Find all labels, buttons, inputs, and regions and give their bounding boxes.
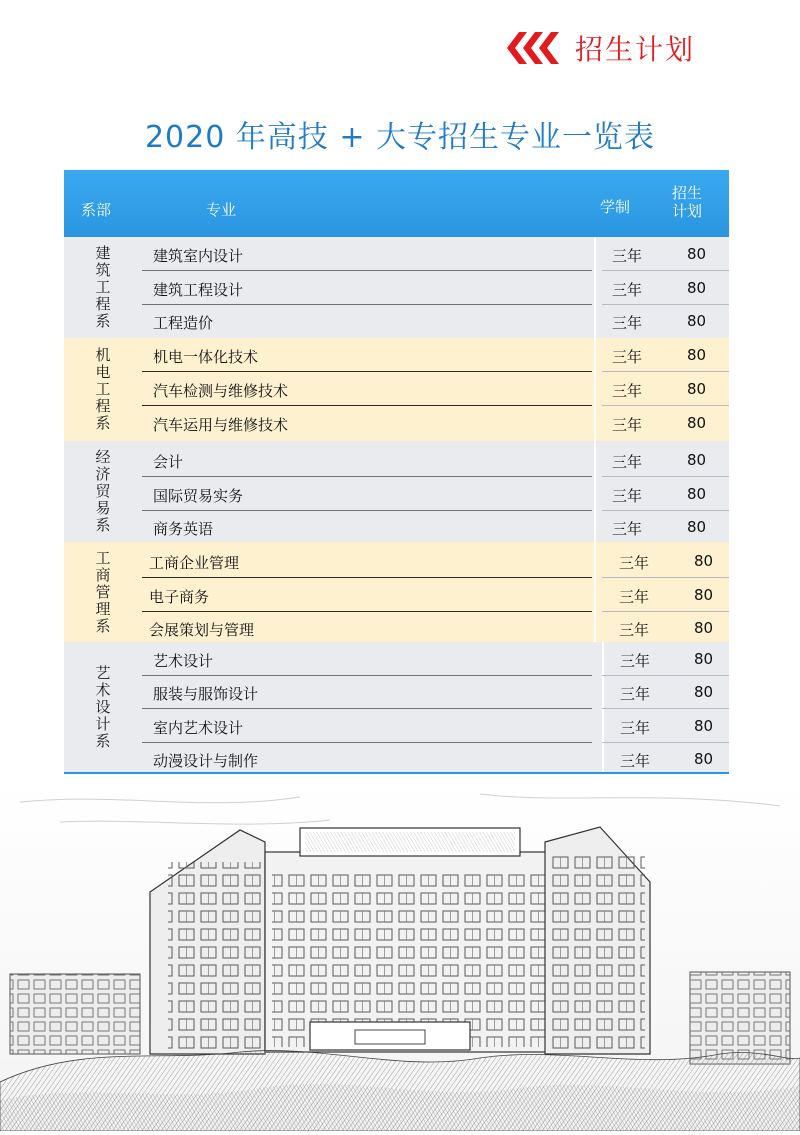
campus-building-sketch <box>0 782 800 1131</box>
dept-group <box>64 642 729 772</box>
major-name: 建筑室内设计 <box>153 247 244 265</box>
major-name: 服装与服饰设计 <box>153 685 259 703</box>
major-name: 国际贸易实务 <box>153 487 244 505</box>
table-row <box>142 443 729 477</box>
dept-group <box>64 338 729 441</box>
enrollment-count: 80 <box>694 552 714 570</box>
major-name: 工商企业管理 <box>149 554 240 572</box>
major-name: 电子商务 <box>149 588 210 606</box>
duration: 三年 <box>612 281 643 299</box>
major-name: 会展策划与管理 <box>149 621 255 639</box>
dept-name: 建筑工程系 <box>93 245 112 330</box>
enrollment-count: 80 <box>687 279 707 297</box>
duration: 三年 <box>620 652 651 670</box>
duration: 三年 <box>612 453 643 471</box>
duration: 三年 <box>620 685 651 703</box>
table-row <box>142 709 729 743</box>
enrollment-count: 80 <box>694 650 714 668</box>
enrollment-count: 80 <box>687 346 707 364</box>
major-name: 建筑工程设计 <box>153 281 244 299</box>
major-name: 动漫设计与制作 <box>153 752 259 770</box>
enrollment-table <box>64 170 729 774</box>
table-row <box>142 742 729 776</box>
dept-cell <box>64 237 142 338</box>
enrollment-count: 80 <box>687 245 707 263</box>
enrollment-count: 80 <box>687 312 707 330</box>
duration: 三年 <box>612 416 643 434</box>
dept-name: 经济贸易系 <box>93 449 112 534</box>
table-header <box>64 170 729 237</box>
dept-cell <box>64 542 142 642</box>
double-chevron-left-icon <box>505 30 563 66</box>
dept-group <box>64 441 729 542</box>
dept-cell <box>64 338 142 441</box>
major-name: 室内艺术设计 <box>153 719 244 737</box>
enrollment-count: 80 <box>687 380 707 398</box>
duration: 三年 <box>612 314 643 332</box>
enrollment-count: 80 <box>694 717 714 735</box>
table-row <box>142 338 729 372</box>
table-row <box>142 372 729 406</box>
table-row <box>142 544 729 578</box>
table-row <box>142 642 729 676</box>
duration: 三年 <box>612 247 643 265</box>
brand-title: 招生计划 <box>575 33 696 66</box>
table-bottom-rule <box>64 772 729 774</box>
major-name: 机电一体化技术 <box>153 348 259 366</box>
duration: 三年 <box>619 554 650 572</box>
major-name: 工程造价 <box>153 314 214 332</box>
table-row <box>142 406 729 440</box>
major-name: 艺术设计 <box>153 652 214 670</box>
brand-header <box>505 28 695 68</box>
header-major: 专业 <box>206 201 237 219</box>
duration: 三年 <box>619 588 650 606</box>
enrollment-count: 80 <box>694 683 714 701</box>
dept-cell <box>64 642 142 772</box>
duration: 三年 <box>612 382 643 400</box>
major-name: 汽车运用与维修技术 <box>153 416 289 434</box>
enrollment-count: 80 <box>694 750 714 768</box>
major-name: 商务英语 <box>153 520 214 538</box>
duration: 三年 <box>620 752 651 770</box>
dept-name: 工商管理系 <box>93 549 112 635</box>
enrollment-count: 80 <box>687 485 707 503</box>
dept-group <box>64 542 729 642</box>
major-name: 汽车检测与维修技术 <box>153 382 289 400</box>
duration: 三年 <box>612 348 643 366</box>
enrollment-count: 80 <box>694 619 714 637</box>
header-dept: 系部 <box>81 201 112 219</box>
table-row <box>142 304 729 338</box>
dept-name: 机电工程系 <box>93 347 112 432</box>
page-title: 2020 年高技 + 大专招生专业一览表 <box>144 120 656 155</box>
dept-cell <box>64 441 142 542</box>
enrollment-count: 80 <box>687 451 707 469</box>
table-row <box>142 675 729 709</box>
dept-name: 艺术设计系 <box>93 664 112 750</box>
duration: 三年 <box>612 520 643 538</box>
duration: 三年 <box>612 487 643 505</box>
table-row <box>142 237 729 271</box>
enrollment-count: 80 <box>694 586 714 604</box>
duration: 三年 <box>619 621 650 639</box>
duration: 三年 <box>620 719 651 737</box>
table-row <box>142 611 729 645</box>
table-row <box>142 271 729 305</box>
table-row <box>142 477 729 511</box>
enrollment-count: 80 <box>687 414 707 432</box>
header-years: 学制 <box>600 198 631 216</box>
header-plan: 招生计划 <box>671 184 702 220</box>
dept-group <box>64 237 729 338</box>
table-row <box>142 510 729 544</box>
major-name: 会计 <box>153 453 184 471</box>
table-row <box>142 578 729 612</box>
enrollment-count: 80 <box>687 518 707 536</box>
